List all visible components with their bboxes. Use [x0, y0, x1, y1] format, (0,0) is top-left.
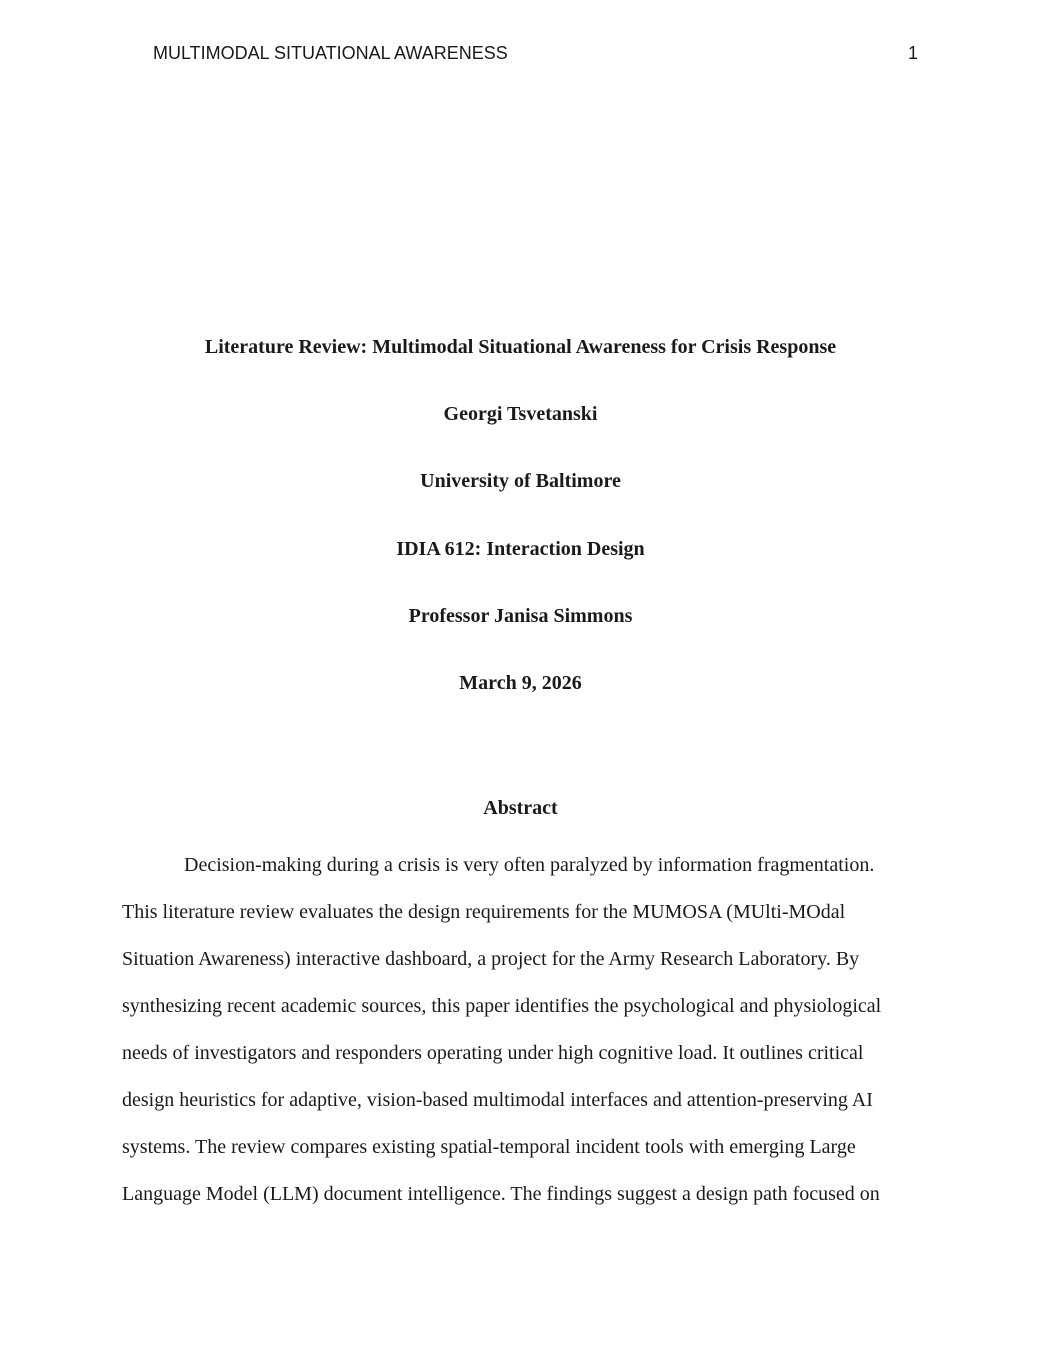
- abstract-line: Decision-making during a crisis is very often paralyzed by information fragmentation.: [184, 854, 875, 876]
- running-head: MULTIMODAL SITUATIONAL AWARENESS: [153, 43, 508, 63]
- abstract-line: synthesizing recent academic sources, this paper identifies the psychological and physiological: [122, 995, 882, 1017]
- abstract-line: Situation Awareness) interactive dashboard, a project for the Army Research Laboratory. By: [122, 948, 860, 970]
- abstract-line: This literature review evaluates the design requirements for the MUMOSA (MUlti-MOdal: [122, 901, 846, 923]
- page-number: 1: [908, 43, 919, 63]
- author-name: Georgi Tsvetanski: [443, 403, 598, 425]
- instructor: Professor Janisa Simmons: [408, 605, 633, 627]
- paper-title: Literature Review: Multimodal Situational Awareness for Crisis Response: [204, 336, 837, 358]
- date: March 9, 2026: [459, 672, 582, 694]
- course: IDIA 612: Interaction Design: [396, 538, 645, 560]
- abstract-heading: Abstract: [483, 797, 558, 819]
- abstract-line: needs of investigators and responders operating under high cognitive load. It outlines critical: [122, 1042, 864, 1064]
- abstract-line: systems. The review compares existing spatial-temporal incident tools with emerging Large: [122, 1136, 856, 1158]
- abstract-line: Language Model (LLM) document intelligence. The findings suggest a design path focused on: [122, 1183, 880, 1205]
- abstract-body: [122, 850, 912, 1226]
- institution: University of Baltimore: [420, 470, 621, 492]
- abstract-line: design heuristics for adaptive, vision-based multimodal interfaces and attention-preserving AI: [122, 1089, 873, 1111]
